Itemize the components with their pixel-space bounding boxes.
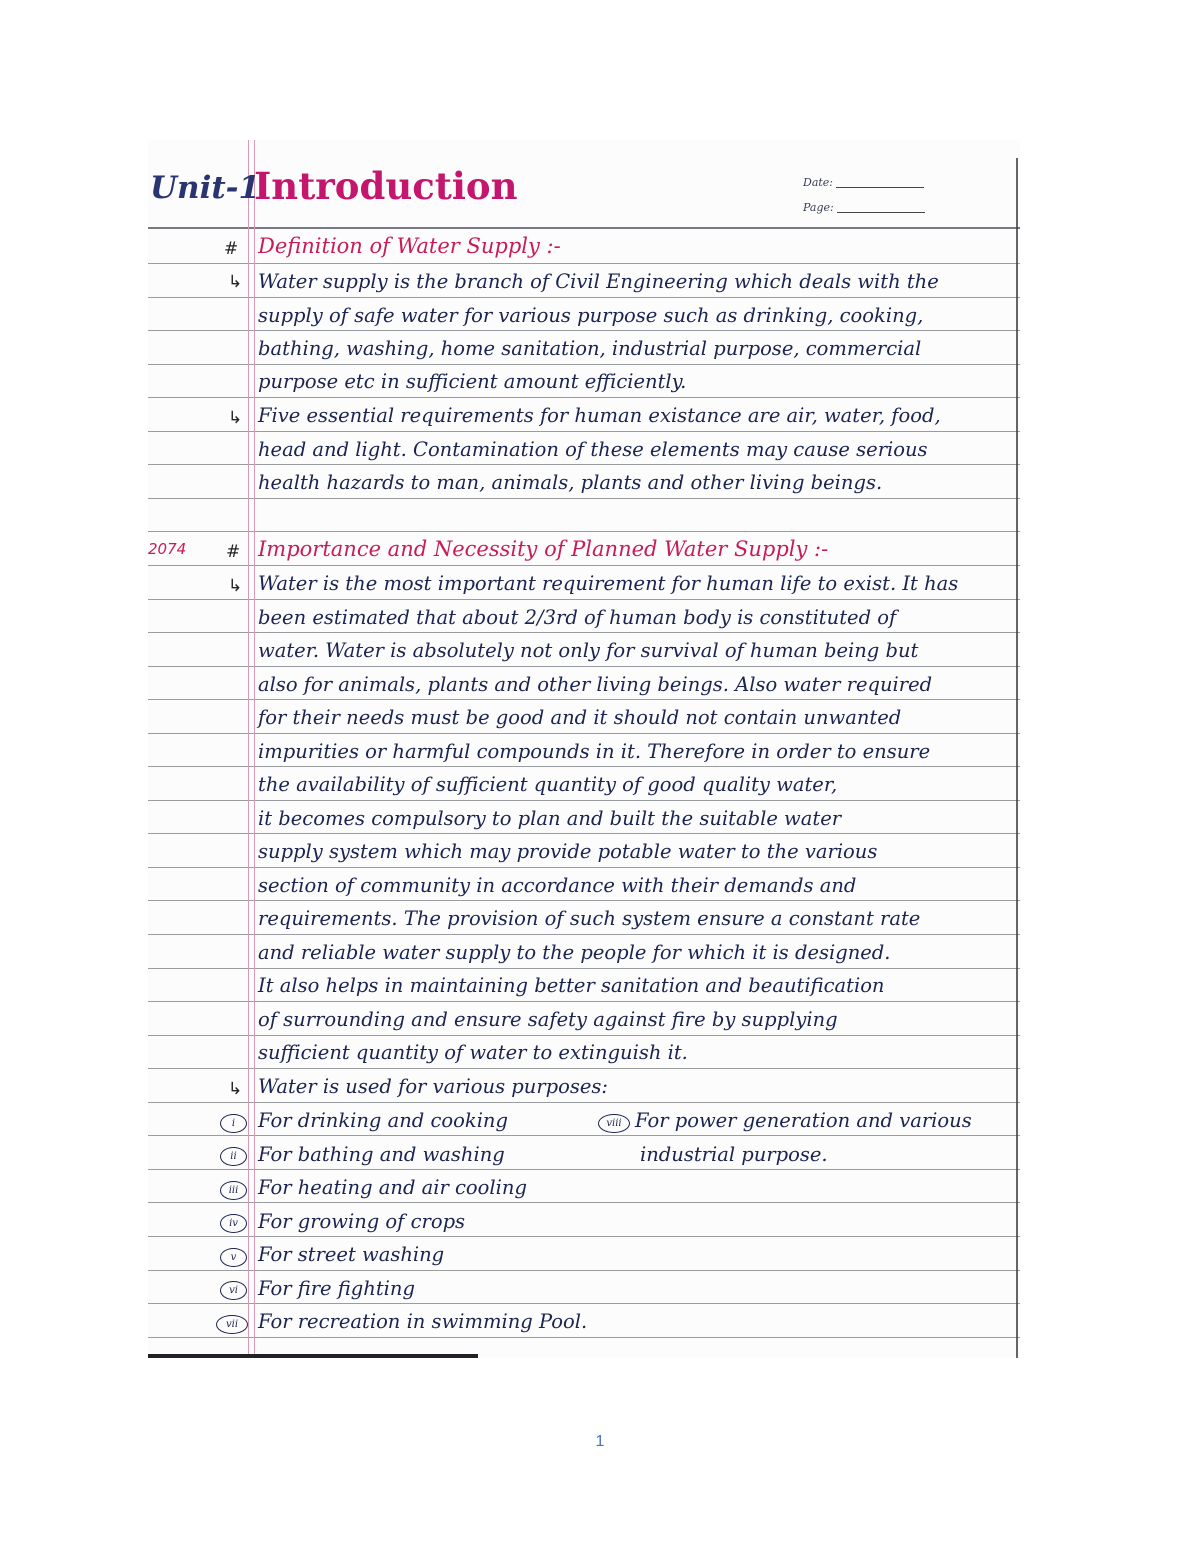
list-number: iv: [220, 1214, 247, 1233]
ruled-line: [148, 1001, 1020, 1002]
use-item: For heating and air cooling: [258, 1176, 527, 1199]
hash-marker: #: [226, 542, 241, 562]
ruled-line: [148, 934, 1020, 935]
page-label: Page:: [803, 201, 834, 214]
hash-marker: #: [224, 239, 239, 259]
ruled-line: [148, 1270, 1020, 1271]
section2-line: supply system which may provide potable water to the various: [258, 840, 878, 863]
use-item: For drinking and cooking: [258, 1109, 508, 1132]
use-item: For street washing: [258, 1243, 445, 1266]
ruled-line: [148, 599, 1020, 600]
ruled-line: [148, 431, 1020, 432]
section2-line: it becomes compulsory to plan and built the suitable water: [258, 807, 842, 830]
list-number: ii: [220, 1147, 247, 1166]
ruled-line: [148, 867, 1020, 868]
ruled-line: [148, 1035, 1020, 1036]
use-item: For bathing and washing: [258, 1143, 505, 1166]
section2-line: It also helps in maintaining better sanitation and beautification: [258, 974, 885, 997]
ruled-line: [148, 1102, 1020, 1103]
page-field: [803, 201, 925, 214]
section1-line: head and light. Contamination of these elements may cause serious: [258, 438, 928, 461]
ruled-line: [148, 1135, 1020, 1136]
use-item-continued: industrial purpose.: [640, 1143, 828, 1166]
section1-line: supply of safe water for various purpose such as drinking, cooking,: [258, 304, 924, 327]
use-item: For power generation and various: [635, 1109, 972, 1132]
section2-line: Water is the most important requirement for human life to exist. It has: [258, 572, 959, 595]
unit-label: Unit-1: [150, 170, 261, 206]
ruled-line: [148, 833, 1020, 834]
arrow-marker: ↳: [228, 272, 243, 292]
section2-line: impurities or harmful compounds in it. Therefore in order to ensure: [258, 740, 931, 763]
ruled-line: [148, 632, 1020, 633]
list-number: i: [220, 1114, 247, 1133]
arrow-marker: ↳: [228, 1079, 243, 1099]
ruled-line: [148, 498, 1020, 499]
section2-line: water. Water is absolutely not only for survival of human being but: [258, 639, 919, 662]
section2-line: been estimated that about 2/3rd of human body is constituted of: [258, 606, 897, 629]
section2-line: for their needs must be good and it should not contain unwanted: [258, 706, 902, 729]
section2-heading: Importance and Necessity of Planned Water Supply :-: [258, 537, 829, 561]
section1-line: Five essential requirements for human existance are air, water, food,: [258, 404, 941, 427]
section1-line: health hazards to man, animals, plants and other living beings.: [258, 471, 883, 494]
ruled-line: [148, 1202, 1020, 1203]
ruled-line: [148, 968, 1020, 969]
ruled-line: [148, 900, 1020, 901]
ruled-line: [148, 263, 1020, 264]
ruled-line: [148, 1236, 1020, 1237]
ruled-line: [148, 330, 1020, 331]
ruled-line: [148, 1303, 1020, 1304]
use-item: For growing of crops: [258, 1210, 466, 1233]
list-number: v: [220, 1248, 247, 1267]
section2-line: section of community in accordance with their demands and: [258, 874, 857, 897]
arrow-marker: ↳: [228, 408, 243, 428]
year-marker: 2074: [148, 540, 187, 558]
ruled-line: [148, 1337, 1020, 1338]
section2-line: and reliable water supply to the people for which it is designed.: [258, 941, 891, 964]
section1-line: bathing, washing, home sanitation, industrial purpose, commercial: [258, 337, 922, 360]
page-title: Introduction: [254, 164, 518, 208]
ruled-line: [148, 666, 1020, 667]
list-number: viii: [598, 1114, 630, 1133]
page-edge-line: [1016, 158, 1018, 1358]
page-number: 1: [595, 1433, 605, 1450]
list-number: iii: [220, 1181, 247, 1200]
section2-line: of surrounding and ensure safety against fire by supplying: [258, 1008, 838, 1031]
list-number: vii: [216, 1315, 248, 1334]
section1-line: Water supply is the branch of Civil Engineering which deals with the: [258, 270, 939, 293]
header-rule: [148, 227, 1020, 229]
ruled-line: [148, 699, 1020, 700]
ruled-line: [148, 297, 1020, 298]
notebook-page: [148, 140, 1020, 1358]
arrow-marker: ↳: [228, 576, 243, 596]
section1-heading: Definition of Water Supply :-: [258, 234, 561, 258]
use-item: For recreation in swimming Pool.: [258, 1310, 588, 1333]
ruled-line: [148, 364, 1020, 365]
date-label: Date:: [803, 176, 834, 189]
section1-line: purpose etc in sufficient amount efficiently.: [258, 370, 687, 393]
date-field: [803, 176, 924, 189]
list-number: vi: [220, 1281, 247, 1300]
section2-line: also for animals, plants and other living beings. Also water required: [258, 673, 933, 696]
ruled-line: [148, 766, 1020, 767]
section2-line: requirements. The provision of such system ensure a constant rate: [258, 907, 921, 930]
use-item: For fire fighting: [258, 1277, 415, 1300]
margin-line-right: [254, 140, 255, 1358]
ruled-line: [148, 733, 1020, 734]
ruled-line: [148, 397, 1020, 398]
ruled-line: [148, 464, 1020, 465]
ruled-line: [148, 565, 1020, 566]
section2-line: sufficient quantity of water to extinguish it.: [258, 1041, 688, 1064]
ruled-line: [148, 1169, 1020, 1170]
section2-line: the availability of sufficient quantity of good quality water,: [258, 773, 838, 796]
ruled-line: [148, 1068, 1020, 1069]
page-bottom-shadow: [148, 1354, 478, 1358]
ruled-line: [148, 800, 1020, 801]
uses-intro: Water is used for various purposes:: [258, 1075, 608, 1098]
ruled-line: [148, 531, 1020, 532]
margin-line-left: [248, 140, 249, 1358]
